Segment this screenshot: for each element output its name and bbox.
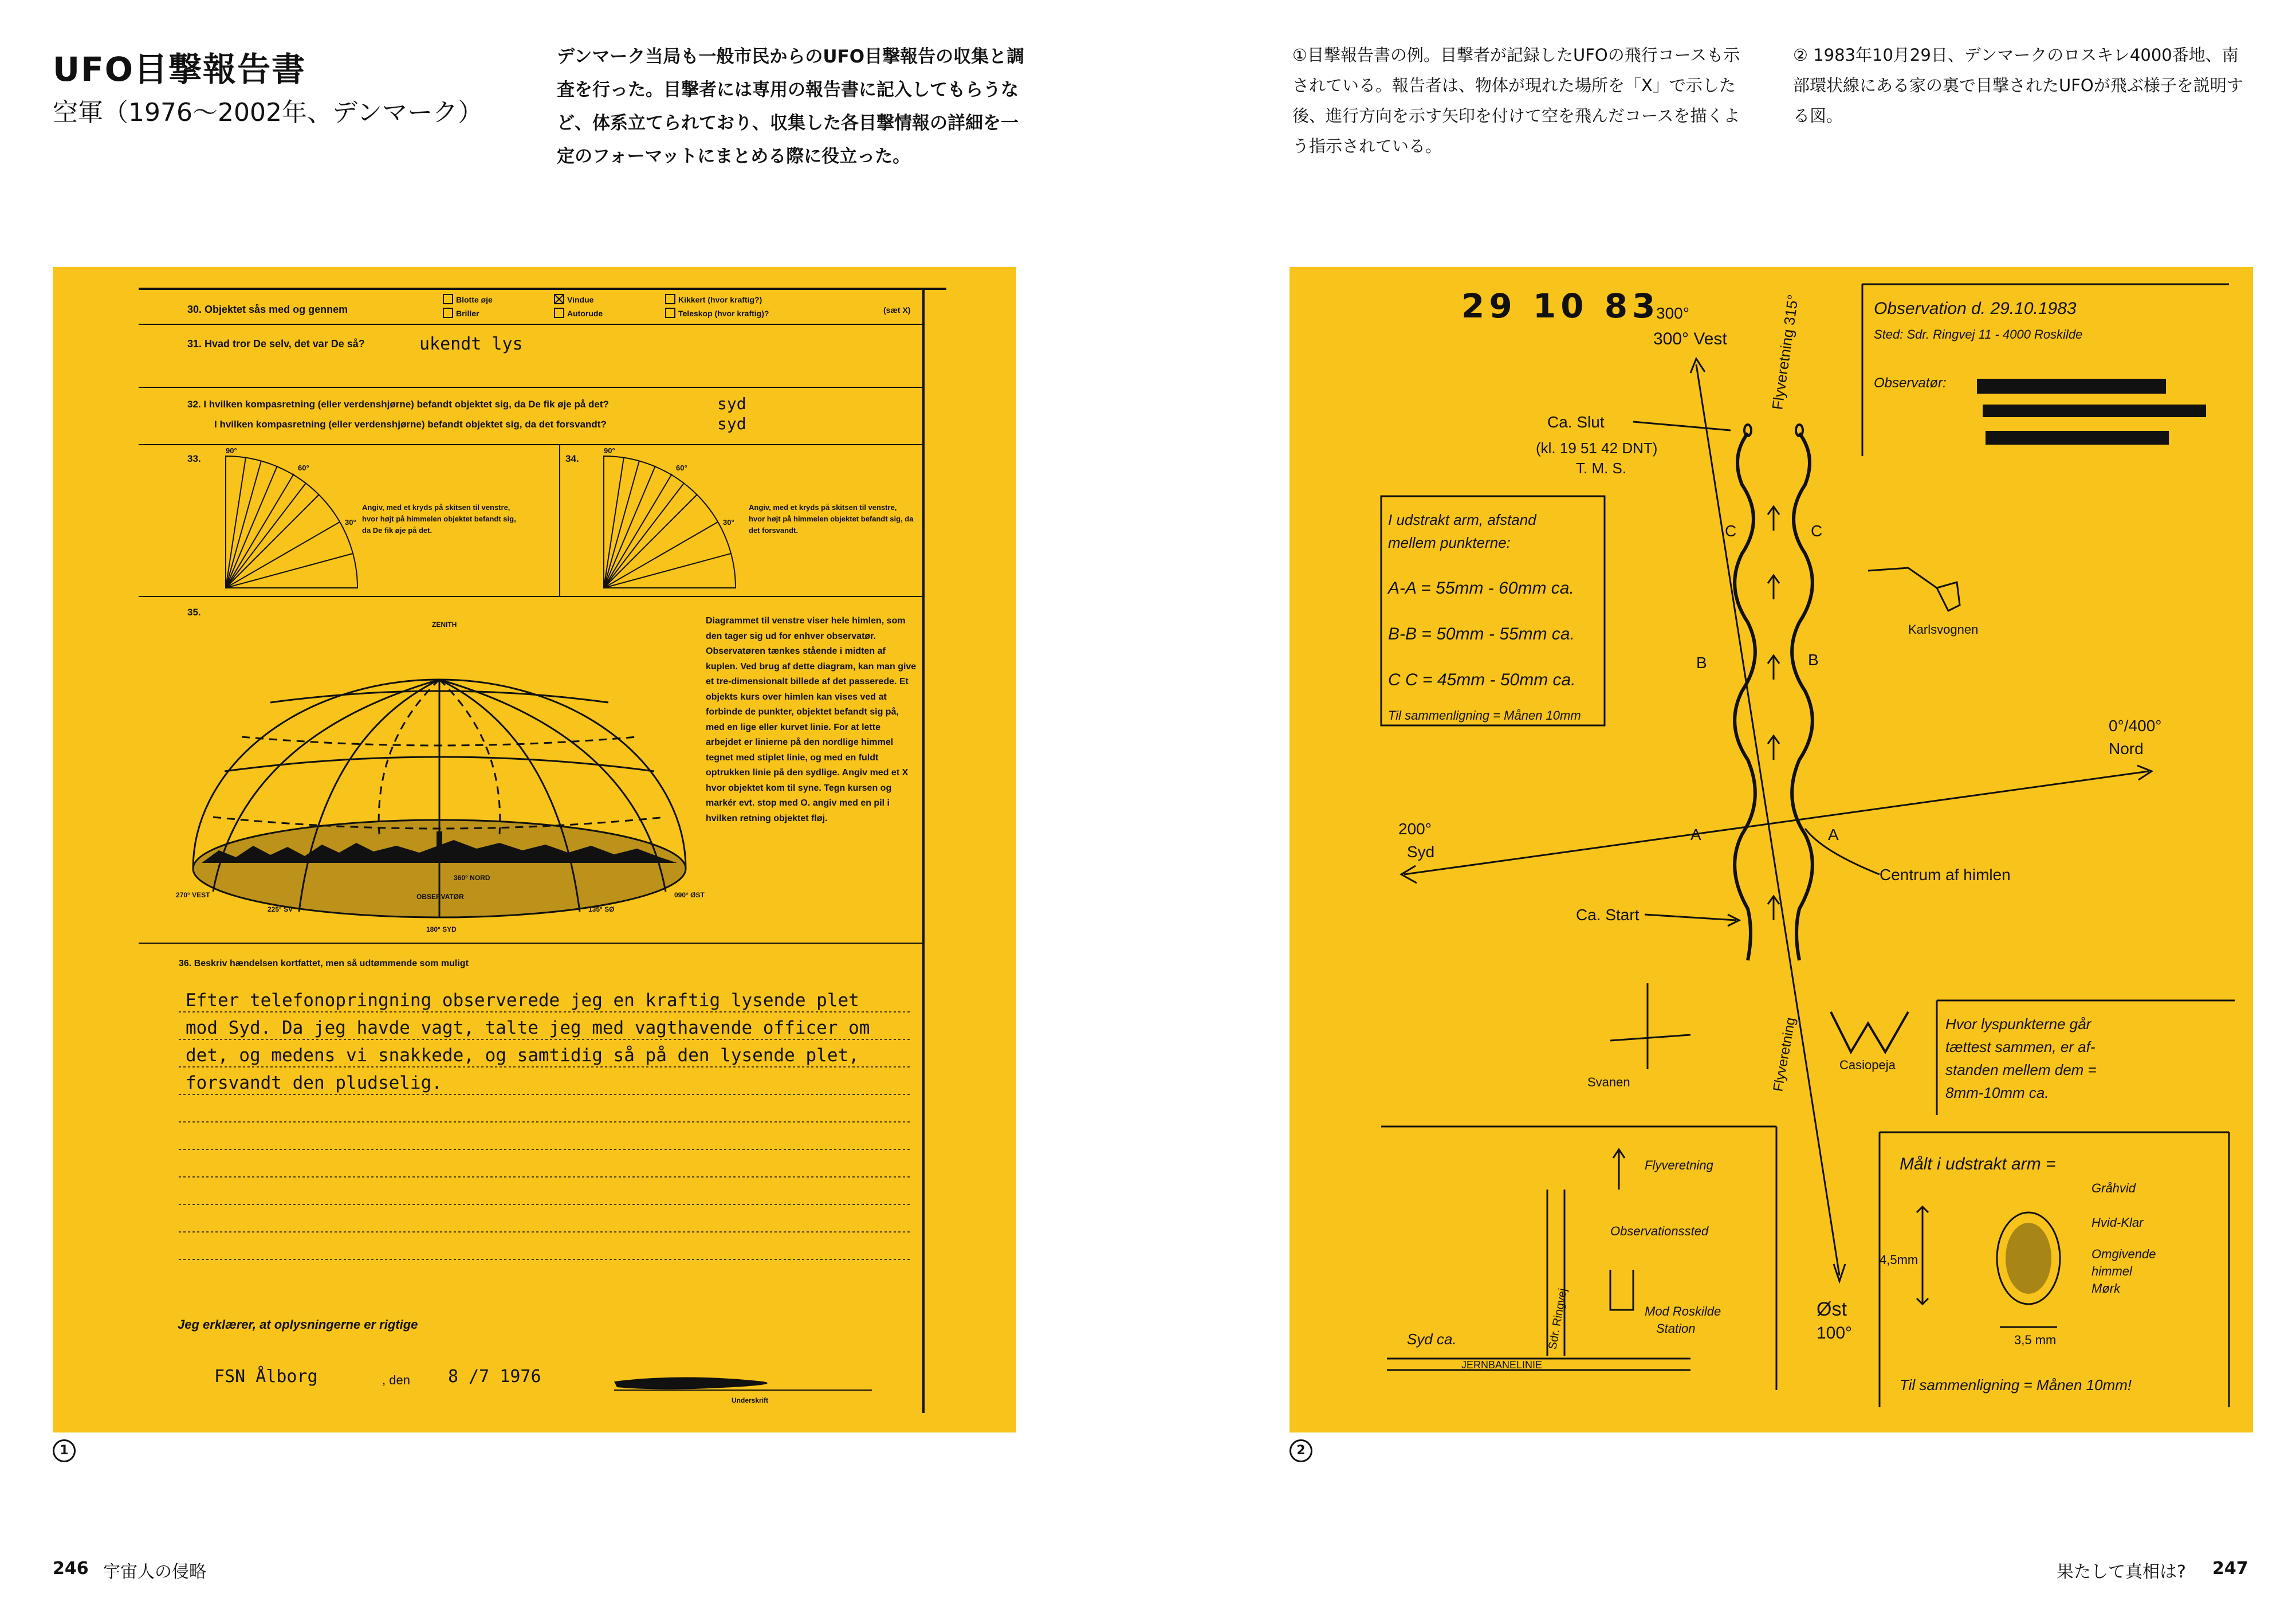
- ost-label: Øst: [1817, 1298, 1847, 1320]
- hvor-line-4: 8mm-10mm ca.: [1945, 1084, 2049, 1101]
- checkbox-kikkert[interactable]: [666, 295, 675, 304]
- hvor-line-2: tættest sammen, er af-: [1945, 1038, 2096, 1055]
- deg-90-b: 90°: [604, 446, 615, 455]
- figure-2-flight-diagram: [1289, 267, 2253, 1432]
- q36-line-4: forsvandt den pludselig.: [186, 1073, 442, 1093]
- label-b-right: B: [1808, 651, 1819, 669]
- q35-label: 35.: [187, 607, 201, 618]
- hvor-line-1: Hvor lyspunkterne går: [1945, 1015, 2091, 1033]
- figure-1-report-form: [53, 267, 1016, 1432]
- map-box: [1381, 1127, 1776, 1390]
- observer-label: Observatør:: [1874, 375, 1947, 391]
- casiopeja-label: Casiopeja: [1839, 1058, 1896, 1072]
- report-place: FSN Ålborg: [214, 1367, 318, 1387]
- map-ringvej: Sdr. Ringvej: [1546, 1287, 1570, 1351]
- label-a-left: A: [1690, 826, 1701, 843]
- path-endpoints: [1744, 425, 1803, 436]
- dome-vest: 270° VEST: [176, 891, 210, 899]
- deg-30-b: 30°: [723, 518, 734, 527]
- til-sammenligning: Til sammenligning = Månen 10mm!: [1900, 1376, 2132, 1394]
- slut-tms: T. M. S.: [1576, 460, 1627, 477]
- dome-sv: 225° SV: [268, 905, 293, 913]
- map-flyve: Flyveretning: [1645, 1158, 1713, 1172]
- left-page-number: 246: [53, 1559, 89, 1579]
- slut-pointer: [1633, 422, 1731, 430]
- box-line-5: C C = 45mm - 50mm ca.: [1388, 670, 1576, 689]
- q34-label: 34.: [565, 453, 579, 464]
- ca-slut: Ca. Slut: [1547, 413, 1605, 431]
- map-obs-sted: Observationssted: [1610, 1224, 1709, 1238]
- ca-start: Ca. Start: [1576, 906, 1640, 924]
- report-den: , den: [382, 1373, 410, 1387]
- flyve-315: Flyveretning 315°: [1768, 293, 1802, 411]
- dome-observator: OBSERVATØR: [416, 893, 464, 901]
- deg-90-a: 90°: [226, 446, 237, 455]
- dome-nord: 360° NORD: [454, 874, 490, 882]
- hvidklar-label: Hvid-Klar: [2091, 1215, 2144, 1230]
- omgivende-1: Omgivende: [2091, 1247, 2156, 1261]
- syd-label: Syd: [1407, 843, 1435, 861]
- report-form-drawing: [53, 267, 1016, 1432]
- q33-text-wrap: [362, 502, 522, 571]
- slut-time: (kl. 19 51 42 DNT): [1536, 439, 1658, 457]
- page-title: UFO目撃報告書: [53, 50, 306, 89]
- syd-deg: 200°: [1398, 820, 1432, 838]
- karlsvognen-label: Karlsvognen: [1908, 622, 1979, 637]
- box-line-1: I udstrakt arm, afstand: [1388, 511, 1536, 528]
- dome-so: 135° SØ: [588, 905, 615, 913]
- map-syd-ca: Syd ca.: [1407, 1330, 1457, 1348]
- mm-45: 4,5mm: [1880, 1253, 1918, 1267]
- deg-60-b: 60°: [676, 464, 687, 472]
- flyveretning-label: Flyveretning: [1770, 1016, 1799, 1093]
- opt-kikkert: Kikkert (hvor kraftig?): [678, 295, 762, 304]
- obs-line-2: Sted: Sdr. Ringvej 11 - 4000 Roskilde: [1874, 327, 2083, 342]
- checkbox-blotte[interactable]: [443, 295, 453, 304]
- label-a-right: A: [1828, 826, 1839, 843]
- q30-label: 30. Objektet sås med og gennem: [187, 304, 348, 315]
- left-running-title: 宇宙人の侵略: [103, 1562, 206, 1582]
- svanen-constellation: [1610, 983, 1690, 1069]
- label-b-left: B: [1696, 654, 1707, 672]
- omgivende-2: himmel: [2091, 1264, 2132, 1278]
- graahvid-label: Gråhvid: [2091, 1181, 2136, 1195]
- label-c-left: C: [1725, 522, 1737, 540]
- dome-ost: 090° ØST: [674, 891, 705, 899]
- checkbox-autorude[interactable]: [555, 308, 564, 317]
- nord-label: Nord: [2109, 740, 2144, 757]
- declaration: Jeg erklærer, at oplysningerne er rigtige: [178, 1317, 418, 1332]
- mm-35: 3,5 mm: [2014, 1333, 2057, 1347]
- nord-deg: 0°/400°: [2109, 717, 2162, 735]
- right-running-title: 果たして真相は?: [2057, 1562, 2186, 1582]
- elevation-quadrant-1: [226, 456, 357, 588]
- date-code: 29 10 83: [1461, 286, 1660, 325]
- q34-text-wrap: [749, 502, 915, 571]
- deg-60-a: 60°: [298, 464, 309, 472]
- right-page-number: 247: [2212, 1559, 2248, 1579]
- box-line-6: Til sammenligning = Månen 10mm: [1388, 708, 1581, 723]
- redaction-bars: [1977, 379, 2206, 445]
- opt-teleskop: Teleskop (hvor kraftig)?: [678, 309, 769, 318]
- redacted-signature: [614, 1377, 768, 1390]
- checkbox-teleskop[interactable]: [666, 308, 675, 317]
- q36-line-3: det, og medens vi snakkede, og samtidig så på den lysende plet,: [186, 1045, 859, 1066]
- page-subtitle: 空軍（1976〜2002年、デンマーク）: [53, 98, 483, 127]
- map-jernbane: JERNBANELINIE: [1461, 1359, 1543, 1371]
- q35-text-wrap: [706, 614, 918, 935]
- lead-paragraph: デンマーク当局も一般市民からのUFO目撃報告の収集と調査を行った。目撃者には専用の報告書に記入してもらうなど、体系立てられており、収集した各目撃情報の詳細を一定のフォーマットにまとめる際に役立った。: [557, 46, 1025, 167]
- moon-object: [2006, 1223, 2051, 1294]
- opt-vindue: Vindue: [567, 295, 594, 304]
- box-line-3: A-A = 55mm - 60mm ca.: [1388, 579, 1574, 598]
- box-line-4: B-B = 50mm - 55mm ca.: [1388, 625, 1575, 643]
- checkmark-x: [555, 295, 563, 303]
- maalt-label: Målt i udstrakt arm =: [1900, 1155, 2056, 1173]
- q32a-label: 32. I hvilken kompasretning (eller verdenshjørne) befandt objektet sig, da De fik øje på det?: [187, 399, 609, 410]
- vest-label: 300° Vest: [1653, 329, 1727, 348]
- box-line-2: mellem punkterne:: [1388, 534, 1511, 551]
- sky-dome: [193, 680, 686, 917]
- report-date: 8 /7 1976: [448, 1367, 541, 1387]
- svanen-label: Svanen: [1587, 1075, 1630, 1089]
- elevation-quadrant-2: [604, 456, 736, 588]
- deg-30-a: 30°: [345, 518, 356, 527]
- q36-line-2: mod Syd. Da jeg havde vagt, talte jeg med vagthavende officer om: [186, 1018, 870, 1038]
- dome-zenith: ZENITH: [432, 621, 457, 629]
- q32a-answer: syd: [717, 394, 746, 413]
- opt-briller: Briller: [456, 309, 479, 318]
- opt-blotte: Blotte øje: [456, 295, 493, 304]
- caption-2: ② 1983年10月29日、デンマークのロスキレ4000番地、南部環状線にある家の裏で目撃されたUFOが飛ぶ様子を説明する図。: [1793, 45, 2243, 125]
- q36-line-1: Efter telefonopringning observerede jeg en kraftig lysende plet: [186, 990, 859, 1011]
- figure-number-2: 2: [1289, 1439, 1312, 1462]
- obs-line-1: Observation d. 29.10.1983: [1874, 299, 2077, 318]
- ost-deg: 100°: [1817, 1324, 1853, 1343]
- figure-number-1: 1: [53, 1439, 76, 1462]
- q33-label: 33.: [187, 453, 201, 464]
- map-mod-2: Station: [1656, 1321, 1696, 1336]
- opt-autorude: Autorude: [567, 309, 603, 318]
- vest-300: 300°: [1656, 304, 1689, 322]
- flight-diagram-drawing: [1289, 267, 2253, 1432]
- casiopeja-constellation: [1831, 1012, 1908, 1052]
- map-mod-1: Mod Roskilde: [1645, 1304, 1721, 1318]
- centrum-pointer: [1805, 829, 1880, 874]
- observer-figure: [437, 831, 442, 854]
- caption-1: ①目撃報告書の例。目撃者が記録したUFOの飛行コースも示されている。報告者は、物体が現れた場所を「X」で示した後、進行方向を示す矢印を付けて空を飛んだコースを描くよう指示されている。: [1292, 45, 1740, 156]
- q30-note: (sæt X): [883, 305, 911, 315]
- q32b-answer: syd: [717, 414, 746, 433]
- signature-label: Underskrift: [732, 1396, 769, 1404]
- q31-label: 31. Hvad tror De selv, det var De så?: [187, 338, 365, 350]
- karlsvognen-constellation: [1868, 568, 1960, 611]
- hvor-line-3: standen mellem dem =: [1945, 1061, 2097, 1078]
- dome-syd: 180° SYD: [426, 925, 457, 933]
- q33-instruction: Angiv, med et kryds på skitsen til venstre, hvor højt på himmelen objektet befandt sig, da De fik øje på det.: [362, 503, 516, 535]
- centrum-label: Centrum af himlen: [1880, 866, 2011, 884]
- q36-label: 36. Beskriv hændelsen kortfattet, men så udtømmende som muligt: [179, 959, 469, 968]
- q32b-label: I hvilken kompasretning (eller verdenshjørne) befandt objektet sig, da det forsvandt?: [214, 419, 607, 430]
- measurement-box: [1381, 496, 1605, 725]
- q31-answer: ukendt lys: [419, 334, 523, 354]
- omgivende-3: Mørk: [2091, 1281, 2121, 1296]
- q35-instruction: Diagrammet til venstre viser hele himlen, som den tager sig ud for enhver observatør. Observatøren tænkes stående i midten af kuplen. Ved brug af dette diagram, kan man give et tre-dimensionalt billede af det passerede. Et objekts kurs over himlen kan vises ved at forbinde de punkter, objektet befandt sig på, med en lige eller kurvet linie. For at lette arbejdet er linierne på den nordlige himmel tegnet med stiplet linie, og med en fuldt optrukken linie på den sydlige. Angiv med et X hvor objektet kom til syne. Tegn kursen og markér evt. stop med O. angiv med en pil i hvilken retning objektet fløj.: [706, 616, 917, 823]
- start-pointer: [1645, 914, 1739, 926]
- q34-instruction: Angiv, med et kryds på skitsen til venstre, hvor højt på himmelen objektet befandt sig, da det forsvandt.: [749, 503, 914, 535]
- moon-box: [1880, 1132, 2229, 1407]
- checkbox-briller[interactable]: [443, 308, 453, 317]
- label-c-right: C: [1811, 522, 1823, 540]
